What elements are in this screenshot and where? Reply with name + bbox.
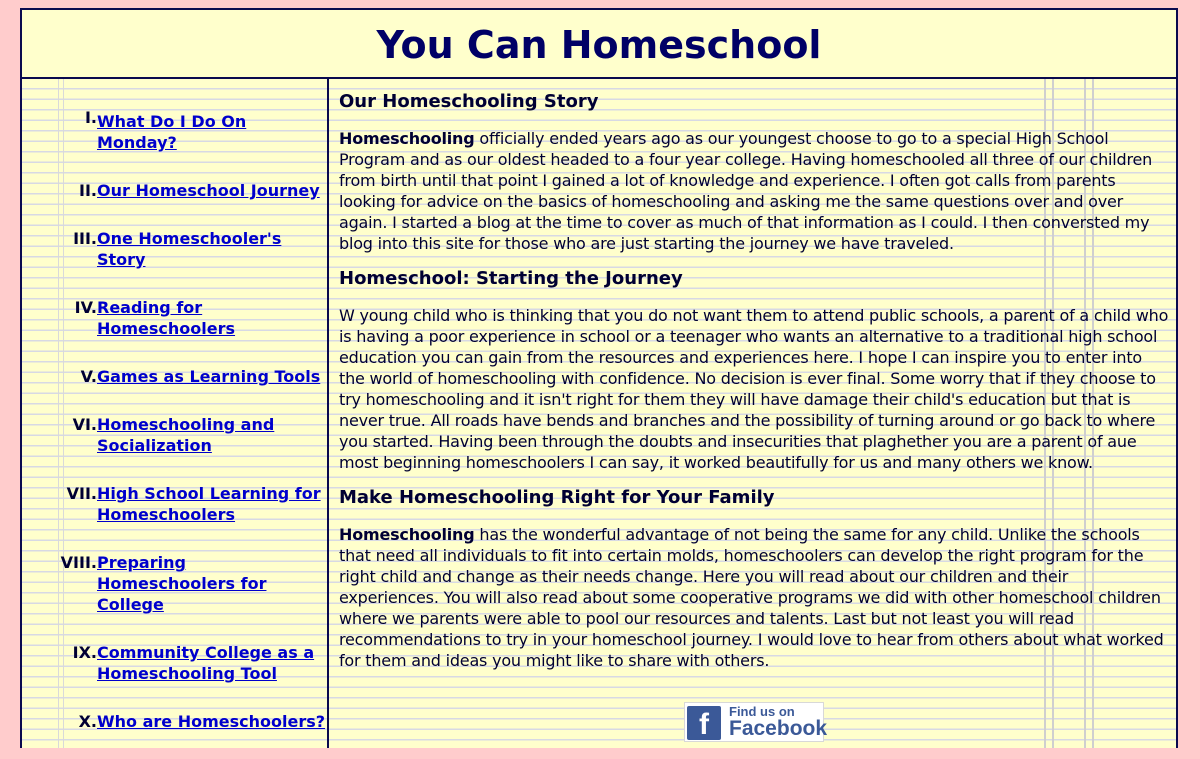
section-paragraph — [339, 128, 1171, 254]
section-heading-our-homeschooling-story: Our Homeschooling Story — [339, 91, 599, 112]
sidebar-item-homeschooling-and-socialization — [22, 414, 327, 456]
site-header — [22, 10, 1176, 79]
sidebar-item-number: IV. — [74, 298, 97, 317]
paragraph-text: officially ended years ago as our youngest choose to go to a special High School Program and as our oldest headed to a four year college. Having homeschooled all three of our children from birth until that point I gained a lot of knowledge and experience. I often got calls from parents looking for advice on the basics of homeschooling and asking me the same questions over and over again. I started a blog at the time to cover as much of that information as I could. I then conversted my blog into this site for those who are just starting the journey we have traveled. — [339, 129, 1153, 253]
sidebar-item-high-school-learning — [22, 483, 327, 525]
sidebar-link-one-homeschoolers-story[interactable]: One Homeschooler's Story — [97, 229, 282, 269]
sidebar-item-number: VIII. — [60, 553, 97, 572]
sidebar-item-preparing-for-college — [22, 552, 327, 615]
facebook-icon: f — [687, 706, 721, 740]
section-heading-starting-the-journey: Homeschool: Starting the Journey — [339, 268, 683, 289]
section-paragraph — [339, 524, 1171, 671]
sidebar-item-number: III. — [73, 229, 97, 248]
facebook-find-us-button[interactable] — [684, 702, 828, 742]
sidebar-link-high-school-learning[interactable]: High School Learning for Homeschoolers — [97, 484, 321, 524]
sidebar-item-number: X. — [78, 712, 97, 731]
sidebar-link-what-do-i-do-on-monday[interactable]: What Do I Do On Monday? — [97, 112, 247, 152]
sidebar-item-one-homeschoolers-story — [22, 228, 327, 270]
sidebar-item-number: IX. — [72, 643, 97, 662]
content-row — [22, 79, 1176, 748]
section-paragraph — [339, 305, 1171, 473]
sidebar-nav-list — [22, 108, 327, 759]
sidebar-item-community-college — [22, 642, 327, 684]
sidebar-item-games-as-learning-tools — [22, 366, 327, 387]
sidebar-item-number: VII. — [66, 484, 97, 503]
sidebar-link-homeschooling-and-socialization[interactable]: Homeschooling and Socialization — [97, 415, 275, 455]
article — [339, 91, 1171, 685]
sidebar-item-what-do-i-do-on-monday — [22, 108, 327, 153]
sidebar-link-our-homeschool-journey[interactable]: Our Homeschool Journey — [97, 181, 320, 200]
sidebar-nav — [22, 79, 329, 748]
sidebar-item-who-are-homeschoolers — [22, 711, 327, 732]
facebook-find-us-text: Find us on — [729, 704, 795, 719]
sidebar-item-reading-for-homeschoolers — [22, 297, 327, 339]
sidebar-link-preparing-for-college[interactable]: Preparing Homeschoolers for College — [97, 553, 267, 614]
sidebar-item-number: VI. — [72, 415, 97, 434]
sidebar-link-community-college[interactable]: Community College as a Homeschooling Tool — [97, 643, 315, 683]
site-title: You Can Homeschool — [376, 23, 822, 67]
paragraph-lead: Homeschooling — [339, 525, 475, 544]
sidebar-link-who-are-homeschoolers[interactable]: Who are Homeschoolers? — [97, 712, 326, 731]
sidebar-item-number: II. — [79, 181, 97, 200]
section-heading-make-homeschooling-right: Make Homeschooling Right for Your Family — [339, 487, 775, 508]
sidebar-item-number: V. — [80, 367, 97, 386]
sidebar-item-our-homeschool-journey — [22, 180, 327, 201]
facebook-name-text: Facebook — [729, 717, 828, 740]
paragraph-lead: Homeschooling — [339, 129, 475, 148]
paragraph-text: W young child who is thinking that you do not want them to attend public schools, a parent of a child who is having a poor experience in school or a teenager who wants an alternative to a traditional high school education you can gain from the resources and experiences here. I hope I can inspire you to enter into the world of homeschooling with confidence. No decision is ever final. Some worry that if they choose to try homeschooling and it isn't right for them they will have damage their child's education but that is never true. All roads have bends and branches and the possibility of turning around or go back to where you started. Having been through the doubts and insecurities that plaghether you are a parent of aue most beginning homeschoolers I can say, it worked beautifully for us and many others we know. — [339, 306, 1169, 472]
sidebar-link-games-as-learning-tools[interactable]: Games as Learning Tools — [97, 367, 321, 386]
sidebar-item-number: I. — [84, 108, 97, 127]
sidebar-link-reading-for-homeschoolers[interactable]: Reading for Homeschoolers — [97, 298, 236, 338]
main-content — [329, 79, 1176, 748]
paragraph-text: has the wonderful advantage of not being the same for any child. Unlike the schools that need all individuals to fit into certain molds, homeschoolers can develop the right program for the right child and change as their needs change. Here you will read about our children and their experiences. You will also read about some cooperative programs we did with other homeschool children where we parents were able to pool our resources and talents. Last but not least you will read recommendations to try in your homeschool journey. I would love to hear from others about what worked for them and ideas you might like to share with others. — [339, 525, 1164, 670]
page-container — [20, 8, 1178, 748]
